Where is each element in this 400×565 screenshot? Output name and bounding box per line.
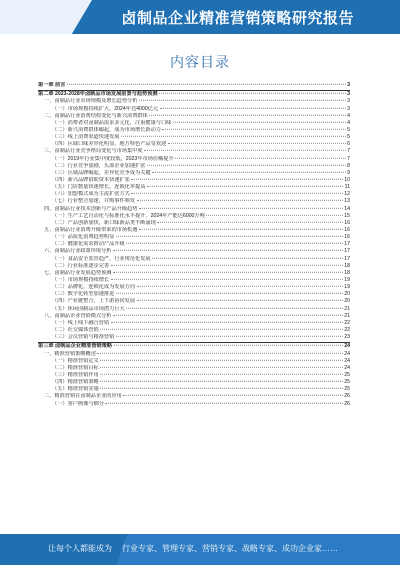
toc-leader-dots [137,200,343,201]
toc-page-number: 18 [344,262,350,269]
toc-entry[interactable] [38,256,350,263]
toc-entry-text: （一）市场规模持续增长 [52,276,110,283]
toc-entry[interactable] [38,213,350,220]
toc-page-number: 7 [347,148,350,155]
toc-page-number: 16 [344,234,350,241]
toc-leader-dots [116,236,343,237]
toc-entry-text: 八、卤制品企业营销模式分析 [44,312,112,319]
toc-entry[interactable] [38,234,350,241]
toc-entry[interactable] [38,291,350,298]
toc-entry-text: （一）生产工艺自动化与标准化水平提升，2024年产能达6000万吨 [52,212,205,219]
toc-page-number: 13 [344,198,350,205]
toc-entry[interactable] [38,227,350,234]
toc-entry-text: 三、卤制品行业竞争格局变化与市场集中度 [44,148,143,155]
toc-entry[interactable] [38,351,350,358]
toc-leader-dots [126,243,343,244]
toc-entry[interactable] [38,320,350,327]
toc-leader-dots [111,279,343,280]
toc-page-number: 3 [347,91,350,98]
toc-leader-dots [152,172,346,173]
toc-entry[interactable] [38,127,350,134]
toc-leader-dots [100,381,343,382]
toc-page-number: 21 [344,305,350,312]
toc-entry[interactable] [38,248,350,255]
toc-entry[interactable] [38,386,350,393]
toc-entry[interactable] [38,220,350,227]
toc-entry[interactable] [38,98,350,105]
toc-leader-dots [97,352,342,353]
toc-leader-dots [121,136,346,137]
toc-page-number: 3 [347,98,350,105]
toc-entry-text: （四）精准营销策略 [52,379,99,386]
toc-leader-dots [149,115,345,116]
toc-entry-text: （三）会员营销与精准营销 [52,334,115,341]
toc-entry-text: （二）健康化需求推动产品升级 [52,241,125,248]
page-footer [0,534,400,565]
page-header [0,0,400,34]
toc-entry[interactable] [38,379,350,386]
toc-entry[interactable] [38,191,350,198]
toc-entry[interactable] [38,284,350,291]
toc-entry[interactable] [38,82,350,89]
toc-leader-dots [113,314,343,315]
toc-entry-text: （一）消费者对卤制品需求多元化，注重健康与口味 [52,119,172,126]
toc-entry[interactable] [38,358,350,365]
toc-page-number: 8 [347,162,350,169]
toc-entry[interactable] [38,365,350,372]
toc-leader-dots [157,222,342,223]
toc-leader-dots [144,150,346,151]
toc-leader-dots [113,250,343,251]
toc-entry-text: （三）数字化转型加速推进 [52,291,115,298]
toc-page-number: 24 [344,350,350,357]
toc-page-number: 18 [344,269,350,276]
toc-entry-text: 一、卤制品行业市场规模及增长趋势分析 [44,98,138,105]
footer-slogan: 让每个人都能成为 [48,544,112,553]
toc-entry-text: 一、精准营销策略概述 [44,350,96,357]
toc-page-number: 17 [344,248,350,255]
toc-entry-text: 二、卤制品行业消费结构变化与新兴消费群体 [44,112,148,119]
toc-leader-dots [137,286,343,287]
toc-page-number: 25 [344,379,350,386]
toc-page-number: 3 [347,82,350,88]
toc-leader-dots [206,215,342,216]
toc-entry[interactable] [38,170,350,177]
toc-leader-dots [113,272,343,273]
footer-tagline: 行业专家、管理专家、营销专家、战略专家、成功企业家…… [122,544,338,553]
toc-leader-dots [147,186,343,187]
toc-leader-dots [168,143,346,144]
toc-leader-dots [147,165,346,166]
toc-page-number: 19 [344,284,350,291]
toc-entry-text: （五）门店数量快速增长，连锁化率提高 [52,184,146,191]
toc-leader-dots [100,388,343,389]
toc-entry-text: （一）精准营销定义 [52,357,99,364]
toc-entry-text: （一）线上线下融合营销 [52,319,110,326]
toc-entry[interactable] [38,313,350,320]
toc-entry[interactable] [38,334,350,341]
toc-page-number: 17 [344,241,350,248]
toc-page-number: 16 [344,227,350,233]
toc-leader-dots [123,395,342,396]
toc-entry-text: （五）休闲卤制品市场潜力巨大 [52,305,125,312]
toc-leader-dots [67,84,346,85]
toc-leader-dots [162,129,345,130]
toc-page-number: 5 [347,127,350,134]
toc-entry[interactable] [38,184,350,191]
toc-entry-text: （六）加盟模式成为主流扩张方式 [52,191,130,198]
toc-page-number: 7 [347,155,350,162]
toc-leader-dots [100,374,343,375]
toc-entry[interactable] [38,134,350,141]
toc-entry-text: （四）产业链整合，上下游协同发展 [52,298,136,305]
toc-leader-dots [100,329,343,330]
toc-entry[interactable] [38,343,350,350]
toc-entry-text: 第三章 卤制品企业精准营销策略 [38,343,113,350]
toc-page-number: 15 [344,212,350,219]
toc-entry-text: （二）行业标准逐步完善 [52,262,110,269]
toc-page-number: 23 [344,334,350,341]
toc-entry[interactable] [38,393,350,400]
toc-entry[interactable] [38,177,350,184]
toc-entry[interactable] [38,277,350,284]
toc-page-number: 20 [344,291,350,298]
toc-entry[interactable] [38,206,350,213]
toc-leader-dots [126,307,343,308]
toc-entry-text: （一）食品安全监管趋严，行业规范化发展 [52,255,151,262]
toc-entry-text: （四）区域口味差异化明显，地方特色产品受欢迎 [52,141,167,148]
toc-entry[interactable] [38,113,350,120]
toc-page-number: 14 [344,205,350,212]
toc-page-number: 24 [344,364,350,371]
toc-page-number: 11 [344,184,350,191]
toc-leader-dots [111,265,343,266]
toc-page-number: 24 [344,343,350,350]
toc-entry-text: （二）社交媒体营销 [52,326,99,333]
toc-entry-text: 七、卤制品行业发展趋势预测 [44,269,112,276]
toc-entry[interactable] [38,327,350,334]
toc-entry-text: （一）客户画像与细分 [52,400,104,407]
toc-leader-dots [152,257,343,258]
toc-leader-dots [131,179,342,180]
toc-page-number: 19 [344,276,350,283]
toc-page-number: 26 [344,400,350,407]
toc-leader-dots [100,360,343,361]
toc-leader-dots [139,207,343,208]
toc-entry-text: （四）新兴品牌借助资本快速扩张 [52,177,130,184]
toc-page-number: 5 [347,134,350,141]
toc-entry-text: 第一章 前言 [38,82,66,88]
table-of-contents [38,82,350,408]
toc-entry[interactable] [38,163,350,170]
toc-page-number: 17 [344,255,350,262]
toc-entry-text: 六、卤制品行业政策环境分析 [44,248,112,255]
toc-entry[interactable] [38,120,350,127]
toc-entry[interactable] [38,156,350,163]
toc-leader-dots [114,345,343,346]
toc-page-number: 26 [344,393,350,400]
toc-leader-dots [111,322,343,323]
toc-entry[interactable] [38,198,350,205]
toc-title: 内容目录 [170,54,230,70]
toc-entry-text: （二）新兴消费群体崛起，成为市场增长新动力 [52,127,161,134]
toc-entry-text: （五）精准营销实施 [52,386,99,393]
toc-page-number: 6 [347,141,350,148]
toc-page-number: 25 [344,386,350,393]
toc-entry[interactable] [38,91,350,98]
toc-entry[interactable] [38,270,350,277]
toc-entry[interactable] [38,401,350,408]
toc-entry-text: 二、精准营销在卤制品企业的应用 [44,393,122,400]
toc-page-number: 21 [344,312,350,319]
toc-entry-text: （三）区域品牌崛起，差异化竞争成为关键 [52,169,151,176]
toc-leader-dots [137,300,343,301]
toc-page-number: 9 [347,169,350,176]
toc-entry-text: 第二章 2023-2028年卤制品市场发展前景与趋势预测 [38,91,158,98]
toc-leader-dots [116,293,343,294]
toc-page-number: 22 [344,319,350,326]
toc-page-number: 4 [347,119,350,126]
toc-page-number: 22 [344,326,350,333]
toc-page-number: 16 [344,219,350,226]
toc-entry-text: （二）精准营销目标 [52,364,99,371]
toc-entry-text: （一）品质化消费趋势明显 [52,234,115,241]
toc-entry[interactable] [38,372,350,379]
toc-leader-dots [100,367,343,368]
toc-page-number: 24 [344,357,350,364]
toc-entry-text: （七）行业整合加速，并购事件频发 [52,198,136,205]
toc-page-number: 12 [344,191,350,198]
toc-entry-text: （二）品牌化、连锁化成为发展方向 [52,284,136,291]
toc-page-number: 10 [344,177,350,184]
toc-page-number: 20 [344,298,350,305]
toc-leader-dots [173,122,346,123]
toc-entry-text: （一）2019年行业集中度较低，2023年市场份额提升 [52,155,174,162]
toc-entry-text: （二）产品创新加快，新口味新品类不断涌现 [52,219,156,226]
toc-entry[interactable] [38,106,350,113]
toc-leader-dots [116,336,343,337]
toc-entry-text: （三）线上消费渠道快速发展 [52,134,120,141]
toc-entry[interactable] [38,241,350,248]
toc-page-number: 3 [347,105,350,112]
toc-leader-dots [131,193,342,194]
toc-page-number: 4 [347,112,350,119]
toc-leader-dots [105,402,342,403]
toc-entry[interactable] [38,141,350,148]
toc-entry[interactable] [38,298,350,305]
toc-leader-dots [175,157,345,158]
toc-leader-dots [159,93,345,94]
report-title: 卤制品企业精准营销策略研究报告 [121,9,354,27]
toc-leader-dots [139,100,346,101]
toc-entry[interactable] [38,148,350,155]
toc-page-number: 25 [344,372,350,378]
toc-entry-text: （三）精准营销作用 [52,372,99,378]
toc-entry[interactable] [38,263,350,270]
toc-entry[interactable] [38,306,350,313]
toc-entry-text: （一）市场规模持续扩大，2024年达4000亿元 [52,105,159,112]
toc-leader-dots [160,107,346,108]
toc-entry-text: 四、卤制品行业技术创新与产品升级趋势 [44,205,138,212]
toc-leader-dots [139,229,343,230]
toc-entry-text: （二）行业竞争加剧，头部企业加速扩张 [52,162,146,169]
toc-entry-text: 五、卤制品行业消费升级带来的市场机遇 [44,227,138,233]
